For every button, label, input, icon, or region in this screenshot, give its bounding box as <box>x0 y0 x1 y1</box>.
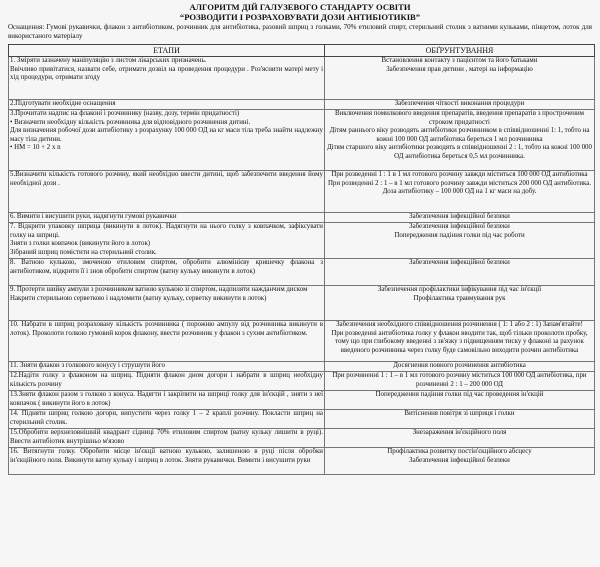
justification-text: Знезараження ін'єкційного поля <box>412 429 507 436</box>
justification-text: Досягнення повного розчинення антибіотика <box>393 362 526 369</box>
stage-text: 7. Відкрити упаковку шприца (викинути в лоток). Надягнути на нього голку з ковпачком, зафіксувати голку на шприці. <box>10 223 323 239</box>
table-row <box>9 100 595 110</box>
stage-text: 16. Витягнути голку. Обробити місце ін'єкції ватною кулькою, залишеною в руці після обробки ін'єкційного поля. Викинути ватну кульку і шприц в лоток. Зняти рукавички. Вимити і висушити руки <box>10 448 323 464</box>
header-justification: ОБҐРУНТУВАННЯ <box>325 45 595 57</box>
stage-text: 6. Вимити і висушити руки, надягнути гумові рукавички <box>10 213 177 220</box>
stage-text: 14. Підняти шприц голкою догори, випустити через голку 1 – 2 краплі розчину. Покласти шприц на стерильний столик. <box>10 410 323 426</box>
stage-cell <box>9 57 325 100</box>
stage-text: 3.Прочитати надпис на флаконі і розчиннику (назву, дозу, термін придатності) <box>10 110 240 117</box>
table-row <box>9 429 595 448</box>
document-title <box>0 0 600 22</box>
stage-text: 13.Зняти флакон разом з голкою з конуса. Надягти і закріпити на шприці голку для ін'єкцій , зняти з неї ковпачок ( викинути його в лоток) <box>10 391 323 407</box>
justification-text: Забезпечення чіткості виконання процедури <box>394 100 525 107</box>
stage-cell <box>9 429 325 448</box>
stage-cell <box>9 391 325 410</box>
justification-text: При розчиненні 1 : 1 – в 1 мл готового розчину міститься 100 000 ОД антибіотика, при розчиненні 2 : 1 – 200 000 ОД <box>332 372 587 388</box>
table-row <box>9 286 595 321</box>
stage-cell <box>9 223 325 259</box>
table-row <box>9 171 595 213</box>
justification-text: Витіснення повітря зі шприця і голки <box>404 410 515 417</box>
stage-cell <box>9 110 325 171</box>
stage-cell <box>9 100 325 110</box>
stage-text: 5.Визначити кількість готового розчину, який необхідно ввести дитині, щоб забезпечити введення йому необхідної дози . <box>10 171 323 187</box>
stage-text: 1. Зміряти зазначену маніпуляцію з листом лікарських призначень. <box>10 57 207 64</box>
stage-cell <box>9 362 325 372</box>
table-header-row <box>9 45 595 57</box>
justification-cell <box>325 448 595 475</box>
justification-text: Забезпечення інфекційної безпеки <box>409 213 510 220</box>
justification-text: Забезпечення прав дитини , матері на інформацію <box>386 65 533 73</box>
justification-cell <box>325 100 595 110</box>
justification-text: Забезпечення інфекційної безпеки <box>409 223 510 230</box>
stage-text: 15.Обробити верхнезовнішній квадрант сідниці 70% етиловим спиртом (ватну кульку лишити в руці). Ввести антибіотик внутрішньо м'язово <box>10 429 323 445</box>
stage-cell <box>9 213 325 223</box>
equipment-text: Оснащення: Гумові рукавички, флакон з антибіотиком, розчинник для антибіотика, разовий шприц з голками, 70% етиловий спирт, стерильний столик з ватними кульками, пінцетом, лоток для використаного матеріалу <box>8 23 592 40</box>
stage-text: 11. Зняти флакон з голкового конусу і струшути його <box>10 362 165 369</box>
stage-cell <box>9 448 325 475</box>
table-row <box>9 110 595 171</box>
justification-cell <box>325 259 595 286</box>
justification-text: Забезпечення інфекційної безпеки <box>409 456 510 464</box>
stage-text: • НМ = 10 + 2 х n <box>10 144 61 152</box>
stage-text: 8. Ватною кулькою, змоченою етиловим спиртом, обробити алюмінієву кришечку флакона з антибіотиком, відкрити її і знов обробити спиртом (ватну кульку викинути в лоток) <box>10 259 323 275</box>
table-row <box>9 223 595 259</box>
justification-text: Попередження падіння голки під час проведення ін'єкцій <box>375 391 544 398</box>
justification-text: При розведенні 1 : 1 в 1 мл готового розчину завжди міститься 100 000 ОД антибіотика <box>331 171 588 178</box>
title-line-1: АЛГОРИТМ ДІЙ ГАЛУЗЕВОГО СТАНДАРТУ ОСВІТИ <box>189 2 411 12</box>
justification-text: Профілактика травмування рук <box>413 294 506 302</box>
justification-text: Забезпечення необхідного співвідношення розчинення ( 1: 1 або 2 : 1) Запам'ятайте! <box>336 321 583 328</box>
justification-cell <box>325 410 595 429</box>
stage-text: Накрити стерильною серветкою і надломити (ватну кульку, серветку викинути в лоток) <box>10 294 267 302</box>
justification-cell <box>325 429 595 448</box>
justification-cell <box>325 171 595 213</box>
justification-cell <box>325 321 595 362</box>
stage-text: 12.Надіти голку з флаконом на шприц. Підняти флакон дном догори і набрати в шприц необхідну кількість розчину <box>10 372 323 388</box>
justification-text: Дітям раннього віку розводять антибіотики розчинником в співвідношенні 1: 1, тобто на кожні 100 000 ОД антибіотика береться 1 мл розчинника <box>329 127 590 143</box>
justification-text: Попередження падіння голки під час роботи <box>394 231 525 239</box>
justification-cell <box>325 57 595 100</box>
table-body <box>9 57 595 475</box>
stage-text: Ввічливо привітатися, назвати себе, отримати дозвіл на проведення процедури . Роз'яснити матері мету і хід процедури, отримати згоду <box>10 65 323 82</box>
justification-text: Дітям старшого віку антибіотики розводять в співвідношенні 2 : 1, тобто на кожні 100 000 ОД антибіотика береться 0,5 мл розчинника. <box>327 144 592 160</box>
stage-text: • Визначити необхідну кількість розчинника для відповідного розчинення дитині. <box>10 118 251 126</box>
stage-cell <box>9 321 325 362</box>
stage-text: 9. Протерти шийку ампули з розчинником ватною кулькою зі спиртом, надпиляти нажданчим диском <box>10 286 308 293</box>
justification-text: Забезпечення профілактики інфікування під час ін'єкції <box>377 286 542 293</box>
algorithm-table <box>8 44 595 475</box>
justification-text: Забезпечення інфекційної безпеки <box>409 259 510 266</box>
justification-cell <box>325 213 595 223</box>
table-row <box>9 391 595 410</box>
justification-text: Доза антибіотику – 100 000 ОД на 1 кг маси на добу. <box>382 188 537 196</box>
justification-cell <box>325 391 595 410</box>
stage-cell <box>9 259 325 286</box>
justification-cell <box>325 372 595 391</box>
table-row <box>9 410 595 429</box>
justification-text: Профілактика розвитку постін'єкційного абсцесу <box>387 448 532 455</box>
table-row <box>9 321 595 362</box>
stage-cell <box>9 171 325 213</box>
justification-text: Встановлення контакту з пацієнтом та його батьками <box>381 57 538 64</box>
justification-cell <box>325 110 595 171</box>
stage-cell <box>9 410 325 429</box>
stage-text: Зібраний шприц помістити на стерильний столик. <box>10 248 157 256</box>
stage-text: 2.Підготувати необхідне оснащення <box>10 100 116 107</box>
justification-cell <box>325 362 595 372</box>
table-row <box>9 259 595 286</box>
stage-text: Для визначення робочої дози антибіотику з розрахунку 100 000 ОД на кг маси тіла треба знайти надлежну масу тіла дитини. <box>10 127 323 143</box>
justification-text: При розведенні 2 : 1 – в 1 мл готового розчину завжди міститься 200 000 ОД антибіотика. <box>327 179 592 187</box>
justification-text: Виключення помилкового введення препаратів, введення препаратів з простроченим строком придатності <box>334 110 585 126</box>
stage-text: Зняти з голки ковпачок (викинути його в лоток) <box>10 240 151 248</box>
table-row <box>9 362 595 372</box>
table-row <box>9 57 595 100</box>
stage-text: 10. Набрати в шприц розраховану кількість розчинника ( порожню ампулу від розчинника викинути в лоток). Проколоти голкою гумовий корок флакону, ввести розчинник у флакон з сухим антибіотиком. <box>10 321 323 337</box>
title-line-2: “РОЗВОДИТИ І РОЗРАХОВУВАТИ ДОЗИ АНТИБІОТИКІВ” <box>179 12 421 22</box>
header-stages: ЕТАПИ <box>9 45 325 57</box>
justification-text: При розведенні антибіотика голку у флакон вводити так, щоб тільки проколоти пробку, тому що при глибокому введенні з зв'язку з підвищенням тиску у флаконі за рахунок введеного розчинника через голку буде самовільно виходити розчин антибіотика <box>331 329 588 354</box>
stage-cell <box>9 372 325 391</box>
justification-cell <box>325 286 595 321</box>
table-row <box>9 448 595 475</box>
table-row <box>9 372 595 391</box>
table-row <box>9 213 595 223</box>
stage-cell <box>9 286 325 321</box>
justification-cell <box>325 223 595 259</box>
